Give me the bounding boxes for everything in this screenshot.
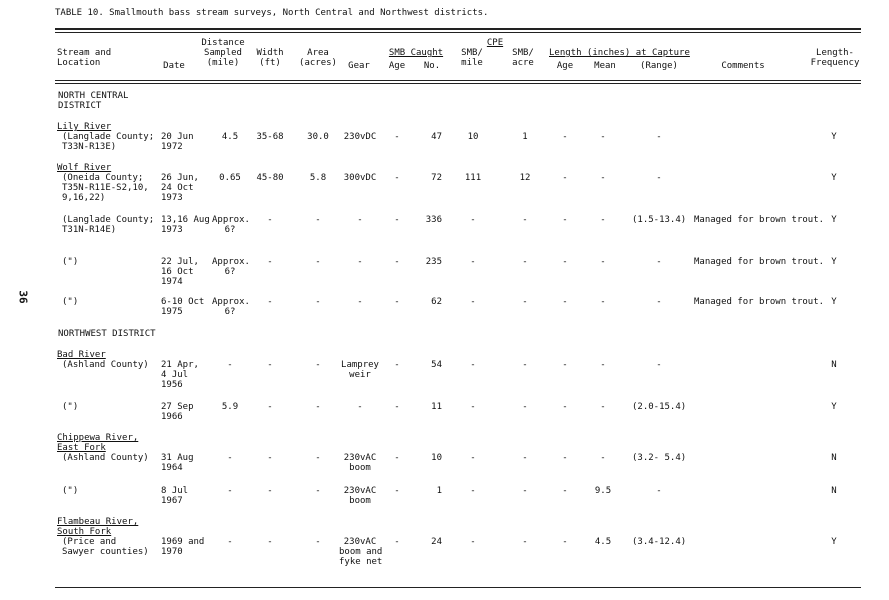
- page-number: 36: [16, 290, 30, 304]
- len-age: -: [562, 537, 568, 547]
- header-area: Area (acres): [299, 48, 337, 68]
- distance: -: [227, 537, 233, 547]
- cpe-mile: -: [470, 215, 476, 225]
- header-gear: Gear: [348, 61, 370, 71]
- cpe-acre: -: [522, 537, 528, 547]
- cpe-acre: 12: [519, 173, 531, 183]
- header-rule-2: [55, 83, 861, 84]
- len-age: -: [562, 453, 568, 463]
- length-frequency: N: [831, 486, 837, 496]
- gear: 230vAC boom: [343, 453, 377, 473]
- cpe-mile: -: [470, 486, 476, 496]
- smb-age: -: [394, 297, 400, 307]
- length-frequency: Y: [831, 173, 837, 183]
- width: -: [267, 215, 273, 225]
- distance: Approx. 6?: [212, 297, 250, 317]
- width: -: [267, 402, 273, 412]
- area: -: [315, 453, 321, 463]
- cpe-mile: -: [470, 402, 476, 412]
- length-frequency: Y: [831, 537, 837, 547]
- area: -: [315, 486, 321, 496]
- cpe-acre: 1: [522, 132, 528, 142]
- cpe-acre: -: [522, 402, 528, 412]
- location: ("): [62, 297, 79, 307]
- cpe-mile: 111: [464, 173, 482, 183]
- gear: 230vAC boom: [343, 486, 377, 506]
- location: ("): [62, 486, 79, 496]
- len-mean: 4.5: [594, 537, 612, 547]
- top-rule-2: [55, 32, 861, 33]
- len-range: (3.4-12.4): [632, 537, 687, 547]
- header-len-mean: Mean: [594, 61, 616, 71]
- len-age: -: [562, 297, 568, 307]
- date: 8 Jul 1967: [161, 486, 189, 506]
- date: 22 Jul, 16 Oct 1974: [161, 257, 199, 287]
- gear: -: [357, 257, 363, 267]
- len-age: -: [562, 132, 568, 142]
- len-mean: -: [600, 402, 606, 412]
- location: (Ashland County): [62, 453, 149, 463]
- smb-age: -: [394, 257, 400, 267]
- comments: Managed for brown trout.: [694, 297, 825, 307]
- section-north-central: NORTH CENTRAL DISTRICT: [58, 91, 129, 111]
- header-date: Date: [163, 61, 185, 71]
- header-len-age: Age: [556, 61, 574, 71]
- date: 31 Aug 1964: [161, 453, 194, 473]
- header-length-frequency: Length- Frequency: [810, 48, 860, 68]
- gear: 300vDC: [343, 173, 377, 183]
- date: 20 Jun 1972: [161, 132, 194, 152]
- width: -: [267, 453, 273, 463]
- smb-age: -: [394, 132, 400, 142]
- top-rule: [55, 28, 861, 30]
- len-age: -: [562, 402, 568, 412]
- smb-age: -: [394, 360, 400, 370]
- header-smb-age: Age: [388, 61, 406, 71]
- distance: Approx. 6?: [212, 257, 250, 277]
- smb-no: 235: [425, 257, 442, 267]
- width: 45-80: [256, 173, 284, 183]
- smb-age: -: [394, 486, 400, 496]
- smb-no: 10: [431, 453, 442, 463]
- section-northwest: NORTHWEST DISTRICT: [58, 329, 156, 339]
- len-range: (3.2- 5.4): [632, 453, 687, 463]
- river-name: Lily River: [57, 122, 112, 132]
- gear: 230vAC boom and fyke net: [339, 537, 383, 567]
- len-range: -: [656, 486, 662, 496]
- gear: -: [357, 215, 363, 225]
- area: -: [315, 215, 321, 225]
- gear: -: [357, 402, 363, 412]
- header-rule: [55, 80, 861, 81]
- bottom-rule: [55, 587, 861, 588]
- len-range: -: [656, 173, 662, 183]
- smb-no: 72: [431, 173, 442, 183]
- cpe-acre: -: [522, 360, 528, 370]
- width: 35-68: [256, 132, 284, 142]
- distance: -: [227, 453, 233, 463]
- cpe-mile: 10: [467, 132, 479, 142]
- gear: Lamprey weir: [341, 360, 379, 380]
- cpe-acre: -: [522, 215, 528, 225]
- length-frequency: Y: [831, 297, 837, 307]
- len-mean: -: [600, 173, 606, 183]
- area: 30.0: [307, 132, 329, 142]
- smb-age: -: [394, 453, 400, 463]
- width: -: [267, 360, 273, 370]
- len-range: -: [656, 360, 662, 370]
- header-smb-caught: SMB Caught: [388, 48, 444, 58]
- cpe-mile: -: [470, 537, 476, 547]
- header-cpe: CPE: [486, 38, 504, 48]
- len-mean: -: [600, 453, 606, 463]
- distance: Approx. 6?: [212, 215, 250, 235]
- area: -: [315, 537, 321, 547]
- smb-no: 1: [436, 486, 442, 496]
- location: (Langlade County; T33N-R13E): [62, 132, 155, 152]
- length-frequency: N: [831, 453, 837, 463]
- date: 26 Jun, 24 Oct 1973: [161, 173, 199, 203]
- area: -: [315, 297, 321, 307]
- len-mean: -: [600, 297, 606, 307]
- width: -: [267, 486, 273, 496]
- location: (Price and Sawyer counties): [62, 537, 149, 557]
- smb-no: 336: [425, 215, 442, 225]
- smb-no: 47: [431, 132, 442, 142]
- width: -: [267, 297, 273, 307]
- len-range: -: [656, 297, 662, 307]
- len-range: -: [656, 132, 662, 142]
- len-range: (2.0-15.4): [632, 402, 687, 412]
- header-smb-no: No.: [423, 61, 441, 71]
- distance: 5.9: [221, 402, 239, 412]
- location: ("): [62, 257, 79, 267]
- location: (Langlade County; T31N-R14E): [62, 215, 155, 235]
- river-name: Chippewa River, East Fork: [57, 433, 139, 453]
- width: -: [267, 257, 273, 267]
- cpe-acre: -: [522, 486, 528, 496]
- header-len-range: (Range): [640, 61, 678, 71]
- comments: Managed for brown trout.: [694, 215, 825, 225]
- cpe-mile: -: [470, 360, 476, 370]
- gear: -: [357, 297, 363, 307]
- smb-no: 62: [431, 297, 442, 307]
- cpe-mile: -: [470, 297, 476, 307]
- location: (Oneida County; T35N-R11E-S2,10, 9,16,22): [62, 173, 149, 203]
- area: -: [315, 360, 321, 370]
- smb-no: 54: [431, 360, 442, 370]
- len-age: -: [562, 215, 568, 225]
- distance: 0.65: [219, 173, 241, 183]
- length-frequency: Y: [831, 257, 837, 267]
- area: -: [315, 257, 321, 267]
- smb-no: 24: [431, 537, 442, 547]
- smb-age: -: [394, 173, 400, 183]
- table-title: TABLE 10. Smallmouth bass stream surveys, North Central and Northwest districts.: [55, 8, 489, 18]
- len-mean: -: [600, 215, 606, 225]
- gear: 230vDC: [343, 132, 377, 142]
- area: 5.8: [309, 173, 327, 183]
- cpe-mile: -: [470, 453, 476, 463]
- date: 6-10 Oct 1975: [161, 297, 205, 317]
- length-frequency: Y: [831, 402, 837, 412]
- smb-age: -: [394, 215, 400, 225]
- date: 13,16 Aug 1973: [161, 215, 210, 235]
- header-stream: Stream and Location: [57, 48, 112, 68]
- header-width: Width (ft): [256, 48, 284, 68]
- area: -: [315, 402, 321, 412]
- len-range: -: [656, 257, 662, 267]
- length-frequency: Y: [831, 132, 837, 142]
- len-mean: -: [600, 360, 606, 370]
- header-distance: Distance Sampled (mile): [201, 38, 245, 68]
- smb-age: -: [394, 402, 400, 412]
- cpe-acre: -: [522, 297, 528, 307]
- len-age: -: [562, 173, 568, 183]
- len-mean: -: [600, 132, 606, 142]
- header-comments: Comments: [721, 61, 765, 71]
- river-name: Bad River: [57, 350, 106, 360]
- smb-no: 11: [431, 402, 442, 412]
- width: -: [267, 537, 273, 547]
- smb-age: -: [394, 537, 400, 547]
- distance: 4.5: [221, 132, 239, 142]
- date: 21 Apr, 4 Jul 1956: [161, 360, 199, 390]
- len-mean: -: [600, 257, 606, 267]
- distance: -: [227, 486, 233, 496]
- cpe-mile: -: [470, 257, 476, 267]
- header-cpe-acre: SMB/ acre: [512, 48, 534, 68]
- cpe-acre: -: [522, 257, 528, 267]
- length-frequency: Y: [831, 215, 837, 225]
- len-age: -: [562, 360, 568, 370]
- length-frequency: N: [831, 360, 837, 370]
- len-age: -: [562, 486, 568, 496]
- distance: -: [227, 360, 233, 370]
- len-range: (1.5-13.4): [632, 215, 687, 225]
- date: 27 Sep 1966: [161, 402, 194, 422]
- header-length-group: Length (inches) at Capture: [549, 48, 690, 58]
- date: 1969 and 1970: [161, 537, 205, 557]
- comments: Managed for brown trout.: [694, 257, 825, 267]
- location: (Ashland County): [62, 360, 149, 370]
- header-cpe-mile: SMB/ mile: [461, 48, 483, 68]
- len-mean: 9.5: [594, 486, 612, 496]
- river-name: Flambeau River, South Fork: [57, 517, 139, 537]
- river-name: Wolf River: [57, 163, 112, 173]
- location: ("): [62, 402, 79, 412]
- len-age: -: [562, 257, 568, 267]
- cpe-acre: -: [522, 453, 528, 463]
